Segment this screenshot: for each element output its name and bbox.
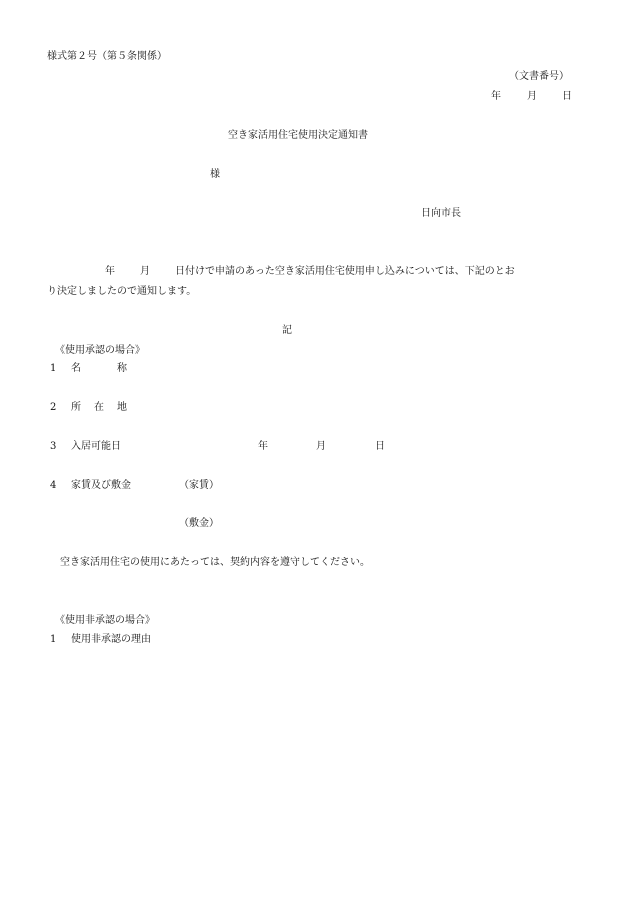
item-2-label-b: 在 bbox=[94, 402, 104, 413]
approved-note: 空き家活用住宅の使用にあたっては、契約内容を遵守してください。 bbox=[60, 557, 370, 568]
issuer: 日向市長 bbox=[421, 208, 461, 219]
header-date-day: 日 bbox=[562, 91, 572, 102]
item-3-month: 月 bbox=[316, 441, 326, 452]
not-approved-heading: 《使用非承認の場合》 bbox=[55, 615, 155, 626]
body-date-year: 年 bbox=[105, 266, 115, 277]
header-date-year: 年 bbox=[491, 91, 501, 102]
body-date-month: 月 bbox=[140, 266, 150, 277]
form-number: 様式第２号（第５条関係） bbox=[47, 51, 167, 62]
item-4-number: 4 bbox=[50, 480, 57, 491]
item-2-label-a: 所 bbox=[71, 402, 81, 413]
body-line-1: 日付けで申請のあった空き家活用住宅使用申し込みについては、下記のとお bbox=[175, 266, 515, 277]
item-3-number: 3 bbox=[50, 441, 57, 452]
item-3-year: 年 bbox=[258, 441, 268, 452]
item-3-day: 日 bbox=[375, 441, 385, 452]
document-title: 空き家活用住宅使用決定通知書 bbox=[228, 130, 368, 141]
item-2-label-c: 地 bbox=[117, 402, 127, 413]
item-1-number: 1 bbox=[50, 363, 57, 374]
item-4-label: 家賃及び敷金 bbox=[71, 480, 131, 491]
body-line-2: り決定しましたので通知します。 bbox=[47, 286, 197, 297]
ki-heading: 記 bbox=[282, 325, 292, 336]
addressee-suffix: 様 bbox=[210, 169, 220, 180]
item-1-label-b: 称 bbox=[117, 363, 127, 374]
item-4-deposit: （敷金） bbox=[179, 518, 219, 529]
item-1-label-a: 名 bbox=[71, 363, 81, 374]
not-approved-item-label: 使用非承認の理由 bbox=[71, 634, 151, 645]
header-date-month: 月 bbox=[527, 91, 537, 102]
item-3-label: 入居可能日 bbox=[71, 441, 121, 452]
item-2-number: 2 bbox=[50, 402, 57, 413]
document-number: （文書番号） bbox=[509, 71, 569, 82]
item-4-rent: （家賃） bbox=[179, 480, 219, 491]
not-approved-item-number: 1 bbox=[50, 634, 57, 645]
approved-heading: 《使用承認の場合》 bbox=[55, 345, 145, 356]
